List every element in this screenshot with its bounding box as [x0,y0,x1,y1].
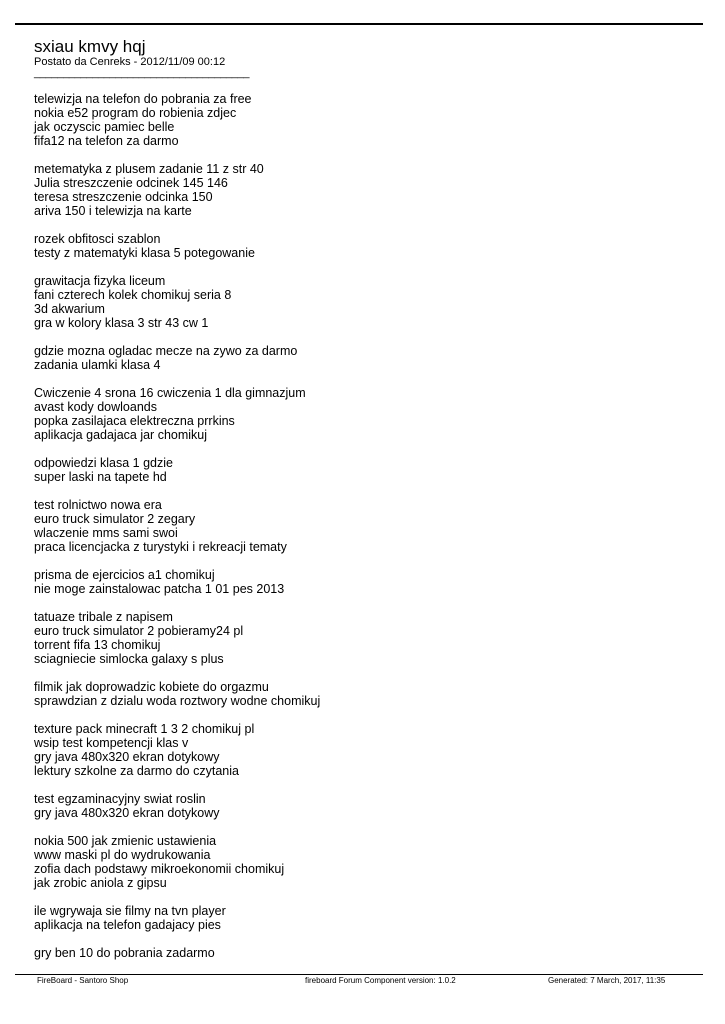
text-line: texture pack minecraft 1 3 2 chomikuj pl [34,722,255,736]
paragraph [34,162,320,218]
text-line: grawitacja fizyka liceum [34,274,166,288]
title-separator: _____________________________________ [34,67,250,79]
post-title: sxiau kmvy hqj [34,37,146,56]
paragraph [34,946,320,960]
text-line: jak zrobic aniola z gipsu [34,876,167,890]
text-line: ile wgrywaja sie filmy na tvn player [34,904,226,918]
text-line: praca licencjacka z turystyki i rekreacji tematy [34,540,287,554]
post-body [34,92,320,974]
text-line: euro truck simulator 2 zegary [34,512,196,526]
text-line: ariva 150 i telewizja na karte [34,204,192,218]
bottom-rule [15,974,703,975]
text-line: nie moge zainstalowac patcha 1 01 pes 2013 [34,582,285,596]
text-line: torrent fifa 13 chomikuj [34,638,161,652]
paragraph [34,680,320,708]
text-line: tatuaze tribale z napisem [34,610,173,624]
text-line: wlaczenie mms sami swoi [34,526,178,540]
text-line: lektury szkolne za darmo do czytania [34,764,239,778]
paragraph [34,274,320,330]
post-header [34,37,249,78]
text-line: www maski pl do wydrukowania [34,848,211,862]
paragraph [34,834,320,890]
paragraph [34,792,320,820]
text-line: zadania ulamki klasa 4 [34,358,161,372]
paragraph [34,344,320,372]
text-line: filmik jak doprowadzic kobiete do orgazmu [34,680,269,694]
paragraph [34,232,320,260]
text-line: odpowiedzi klasa 1 gdzie [34,456,173,470]
paragraph [34,92,320,148]
text-line: Cwiczenie 4 srona 16 cwiczenia 1 dla gimnazjum [34,386,306,400]
footer-version: fireboard Forum Component version: 1.0.2 [305,976,456,985]
paragraph [34,568,320,596]
text-line: gdzie mozna ogladac mecze na zywo za darmo [34,344,298,358]
text-line: nokia 500 jak zmienic ustawienia [34,834,217,848]
text-line: gry java 480x320 ekran dotykowy [34,750,220,764]
text-line: fifa12 na telefon za darmo [34,134,179,148]
text-line: zofia dach podstawy mikroekonomii chomikuj [34,862,285,876]
paragraph [34,456,320,484]
text-line: 3d akwarium [34,302,105,316]
text-line: rozek obfitosci szablon [34,232,161,246]
paragraph [34,904,320,932]
text-line: aplikacja na telefon gadajacy pies [34,918,221,932]
text-line: aplikacja gadajaca jar chomikuj [34,428,208,442]
text-line: gry ben 10 do pobrania zadarmo [34,946,215,960]
text-line: testy z matematyki klasa 5 potegowanie [34,246,255,260]
text-line: super laski na tapete hd [34,470,167,484]
text-line: test egzaminacyjny swiat roslin [34,792,206,806]
text-line: sprawdzian z dzialu woda roztwory wodne chomikuj [34,694,321,708]
paragraph [34,498,320,554]
text-line: teresa streszczenie odcinka 150 [34,190,213,204]
post-meta: Postato da Cenreks - 2012/11/09 00:12 [34,56,226,68]
footer-site: FireBoard - Santoro Shop [37,976,129,985]
footer-generated: Generated: 7 March, 2017, 11:35 [548,976,666,985]
text-line: Julia streszczenie odcinek 145 146 [34,176,228,190]
text-line: popka zasilajaca elektreczna prrkins [34,414,235,428]
text-line: test rolnictwo nowa era [34,498,162,512]
text-line: sciagniecie simlocka galaxy s plus [34,652,224,666]
text-line: metematyka z plusem zadanie 11 z str 40 [34,162,264,176]
text-line: jak oczyscic pamiec belle [34,120,175,134]
text-line: fani czterech kolek chomikuj seria 8 [34,288,232,302]
text-line: euro truck simulator 2 pobieramy24 pl [34,624,244,638]
text-line: nokia e52 program do robienia zdjec [34,106,237,120]
text-line: avast kody dowloands [34,400,157,414]
text-line: wsip test kompetencji klas v [34,736,189,750]
text-line: telewizja na telefon do pobrania za free [34,92,252,106]
text-line: gry java 480x320 ekran dotykowy [34,806,220,820]
paragraph [34,722,320,778]
text-line: prisma de ejercicios a1 chomikuj [34,568,215,582]
paragraph [34,386,320,442]
top-rule [15,23,703,25]
text-line: gra w kolory klasa 3 str 43 cw 1 [34,316,209,330]
paragraph [34,610,320,666]
